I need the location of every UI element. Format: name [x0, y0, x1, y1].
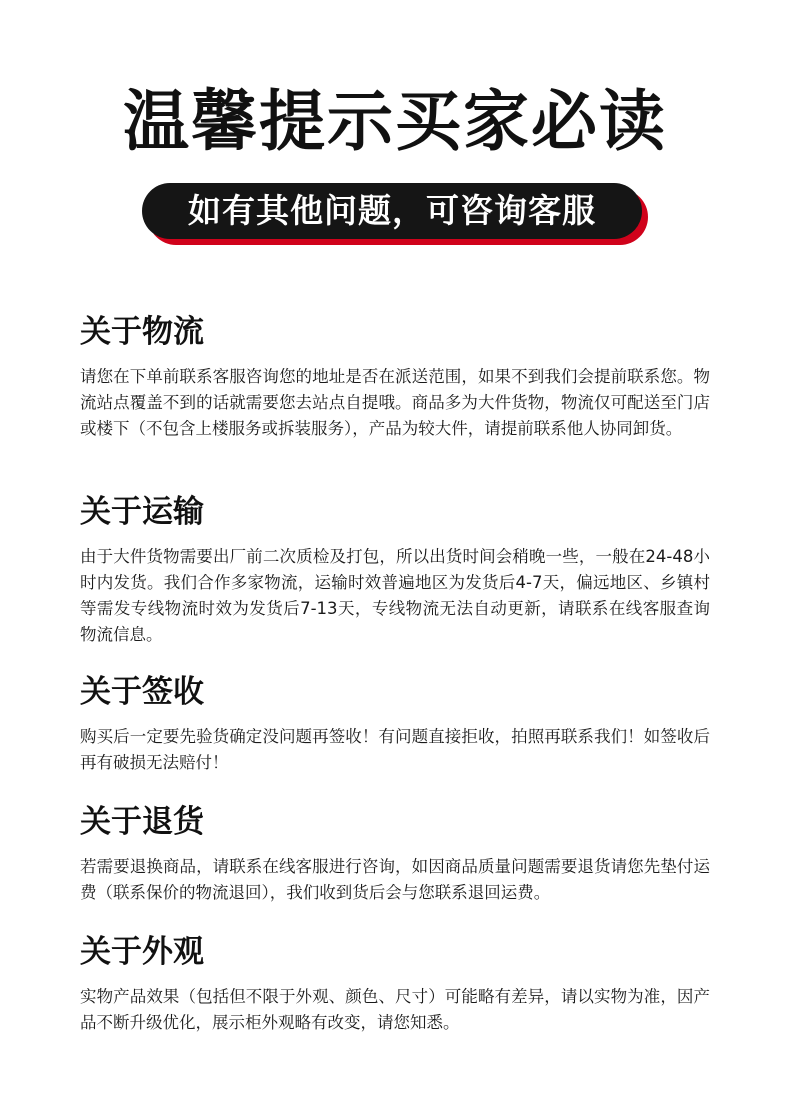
section-body-transport: 由于大件货物需要出厂前二次质检及打包，所以出货时间会稍晚一些，一般在24-48小时内发货。我们合作多家物流，运输时效普遍地区为发货后4-7天，偏远地区、乡镇村等需发专线物流时效为发货后7-13天，专线物流无法自动更新，请联系在线客服查询物流信息。 [80, 547, 710, 644]
section-body-appearance: 实物产品效果（包括但不限于外观、颜色、尺寸）可能略有差异，请以实物为准，因产品不断升级优化，展示柜外观略有改变，请您知悉。 [80, 987, 710, 1032]
section-heading-transport: 关于运输 [80, 494, 204, 530]
section-body-logistics: 请您在下单前联系客服咨询您的地址是否在派送范围，如果不到我们会提前联系您。物流站点覆盖不到的话就需要您去站点自提哦。商品多为大件货物，物流仅可配送至门店或楼下（不包含上楼服务或拆装服务），产品为较大件，请提前联系他人协同卸货。 [80, 367, 710, 438]
section-logistics [80, 312, 710, 442]
notice-banner [142, 183, 648, 245]
section-returns [80, 802, 710, 906]
section-heading-appearance: 关于外观 [80, 934, 204, 970]
section-body-receipt: 购买后一定要先验货确定没问题再签收！有问题直接拒收，拍照再联系我们！如签收后再有破损无法赔付！ [80, 727, 710, 772]
page-title: 温馨提示买家必读 [123, 83, 667, 160]
section-receipt [80, 672, 710, 776]
section-heading-receipt: 关于签收 [80, 674, 204, 710]
section-heading-returns: 关于退货 [80, 804, 204, 840]
section-body-returns: 若需要退换商品，请联系在线客服进行咨询，如因商品质量问题需要退货请您先垫付运费（联系保价的物流退回），我们收到货后会与您联系退回运费。 [80, 857, 710, 902]
banner-text: 如有其他问题，可咨询客服 [142, 183, 642, 239]
section-appearance [80, 932, 710, 1036]
section-heading-logistics: 关于物流 [80, 314, 204, 350]
section-transport [80, 492, 710, 648]
